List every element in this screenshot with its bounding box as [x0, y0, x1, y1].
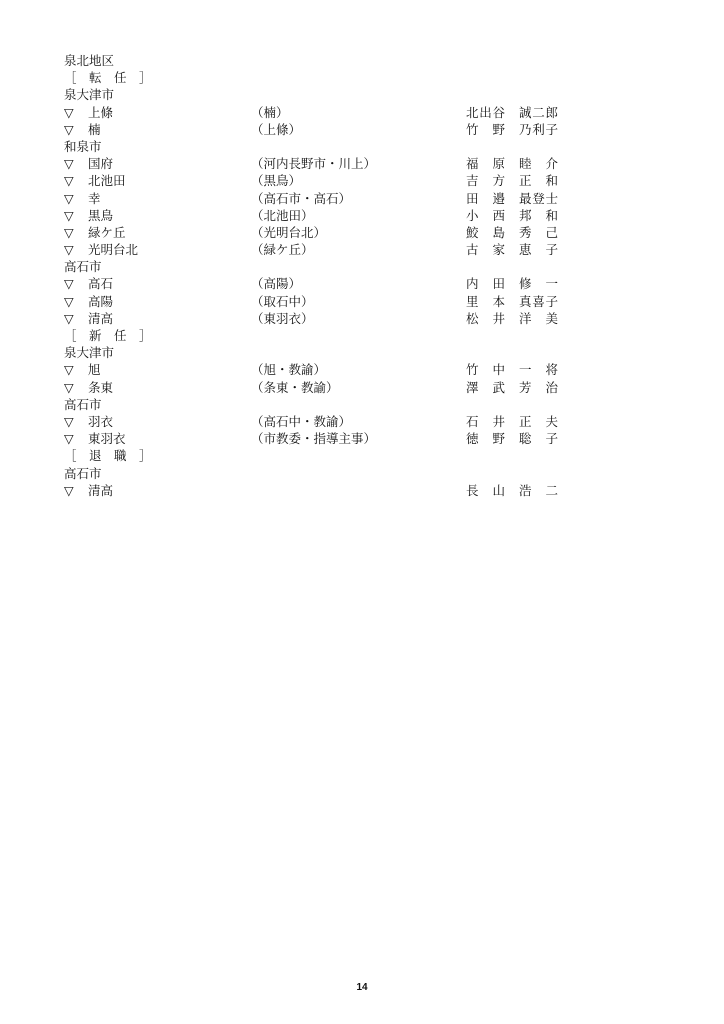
person-name: 長 山 浩 二 [466, 482, 558, 498]
person-name: 鮫 島 秀 己 [466, 224, 558, 240]
list-item [64, 241, 564, 258]
previous-post: （高陽） [251, 276, 302, 292]
triangle-marker-icon: ▽ [64, 431, 74, 447]
person-name: 里 本 真喜子 [466, 293, 558, 309]
city-row [64, 344, 564, 361]
school-name: 清高 [88, 310, 114, 326]
category-heading: ［ 退 職 ］ [64, 448, 152, 464]
person-name: 吉 方 正 和 [466, 173, 558, 189]
school-name: 高石 [88, 276, 114, 292]
person-name: 澤 武 芳 治 [466, 379, 558, 395]
city-heading: 泉大津市 [64, 345, 115, 361]
city-row [64, 465, 564, 482]
previous-post: （光明台北） [251, 224, 327, 240]
school-name: 国府 [88, 156, 114, 172]
school-name: 光明台北 [88, 242, 139, 258]
previous-post: （高石中・教諭） [251, 413, 352, 429]
list-item [64, 413, 564, 430]
list-item [64, 361, 564, 378]
person-name: 石 井 正 夫 [466, 413, 558, 429]
district-row [64, 52, 564, 69]
city-row [64, 396, 564, 413]
school-name: 黒鳥 [88, 207, 114, 223]
person-name: 竹 野 乃利子 [466, 121, 558, 137]
previous-post: （緑ケ丘） [251, 242, 314, 258]
triangle-marker-icon: ▽ [64, 242, 74, 258]
triangle-marker-icon: ▽ [64, 173, 74, 189]
triangle-marker-icon: ▽ [64, 190, 74, 206]
city-heading: 高石市 [64, 465, 102, 481]
city-heading: 和泉市 [64, 138, 102, 154]
list-item [64, 190, 564, 207]
school-name: 条東 [88, 379, 114, 395]
person-name: 古 家 恵 子 [466, 242, 558, 258]
person-name: 竹 中 一 将 [466, 362, 558, 378]
school-name: 旭 [88, 362, 101, 378]
list-item [64, 104, 564, 121]
personnel-list [64, 52, 564, 499]
previous-post: （取石中） [251, 293, 314, 309]
school-name: 楠 [88, 121, 101, 137]
triangle-marker-icon: ▽ [64, 121, 74, 137]
person-name: 徳 野 聡 子 [466, 431, 558, 447]
person-name: 北出谷 誠二郎 [466, 104, 558, 120]
previous-post: （旭・教諭） [251, 362, 327, 378]
triangle-marker-icon: ▽ [64, 310, 74, 326]
category-heading: ［ 転 任 ］ [64, 70, 152, 86]
previous-post: （市教委・指導主事） [251, 431, 377, 447]
city-heading: 泉大津市 [64, 87, 115, 103]
person-name: 福 原 睦 介 [466, 156, 558, 172]
triangle-marker-icon: ▽ [64, 362, 74, 378]
person-name: 松 井 洋 美 [466, 310, 558, 326]
list-item [64, 275, 564, 292]
city-row [64, 138, 564, 155]
previous-post: （河内長野市・川上） [251, 156, 377, 172]
school-name: 高陽 [88, 293, 114, 309]
category-row [64, 69, 564, 86]
previous-post: （高石市・高石） [251, 190, 352, 206]
list-item [64, 155, 564, 172]
triangle-marker-icon: ▽ [64, 224, 74, 240]
triangle-marker-icon: ▽ [64, 207, 74, 223]
list-item [64, 224, 564, 241]
category-row [64, 447, 564, 464]
previous-post: （上條） [251, 121, 302, 137]
school-name: 幸 [88, 190, 101, 206]
list-item [64, 430, 564, 447]
city-heading: 高石市 [64, 259, 102, 275]
city-row [64, 258, 564, 275]
city-row [64, 86, 564, 103]
category-heading: ［ 新 任 ］ [64, 328, 152, 343]
previous-post: （東羽衣） [251, 310, 314, 326]
person-name: 内 田 修 一 [466, 276, 558, 292]
list-item [64, 207, 564, 224]
triangle-marker-icon: ▽ [64, 104, 74, 120]
previous-post: （黒鳥） [251, 173, 302, 189]
school-name: 上條 [88, 104, 114, 120]
list-item [64, 172, 564, 189]
triangle-marker-icon: ▽ [64, 413, 74, 429]
school-name: 清高 [88, 482, 114, 498]
school-name: 東羽衣 [88, 431, 126, 447]
triangle-marker-icon: ▽ [64, 276, 74, 292]
triangle-marker-icon: ▽ [64, 482, 74, 498]
person-name: 小 西 邦 和 [466, 207, 558, 223]
list-item [64, 293, 564, 310]
list-item [64, 310, 564, 327]
category-row [64, 327, 564, 344]
list-item [64, 482, 564, 499]
previous-post: （北池田） [251, 207, 314, 223]
previous-post: （楠） [251, 104, 289, 120]
triangle-marker-icon: ▽ [64, 156, 74, 172]
district-heading: 泉北地区 [64, 53, 115, 68]
city-heading: 高石市 [64, 396, 102, 412]
list-item [64, 121, 564, 138]
list-item [64, 379, 564, 396]
school-name: 北池田 [88, 173, 126, 189]
triangle-marker-icon: ▽ [64, 379, 74, 395]
page-number: 14 [356, 982, 368, 993]
previous-post: （条東・教諭） [251, 379, 339, 395]
school-name: 羽衣 [88, 413, 114, 429]
school-name: 緑ケ丘 [88, 224, 126, 240]
triangle-marker-icon: ▽ [64, 293, 74, 309]
person-name: 田 邉 最登士 [466, 190, 558, 206]
